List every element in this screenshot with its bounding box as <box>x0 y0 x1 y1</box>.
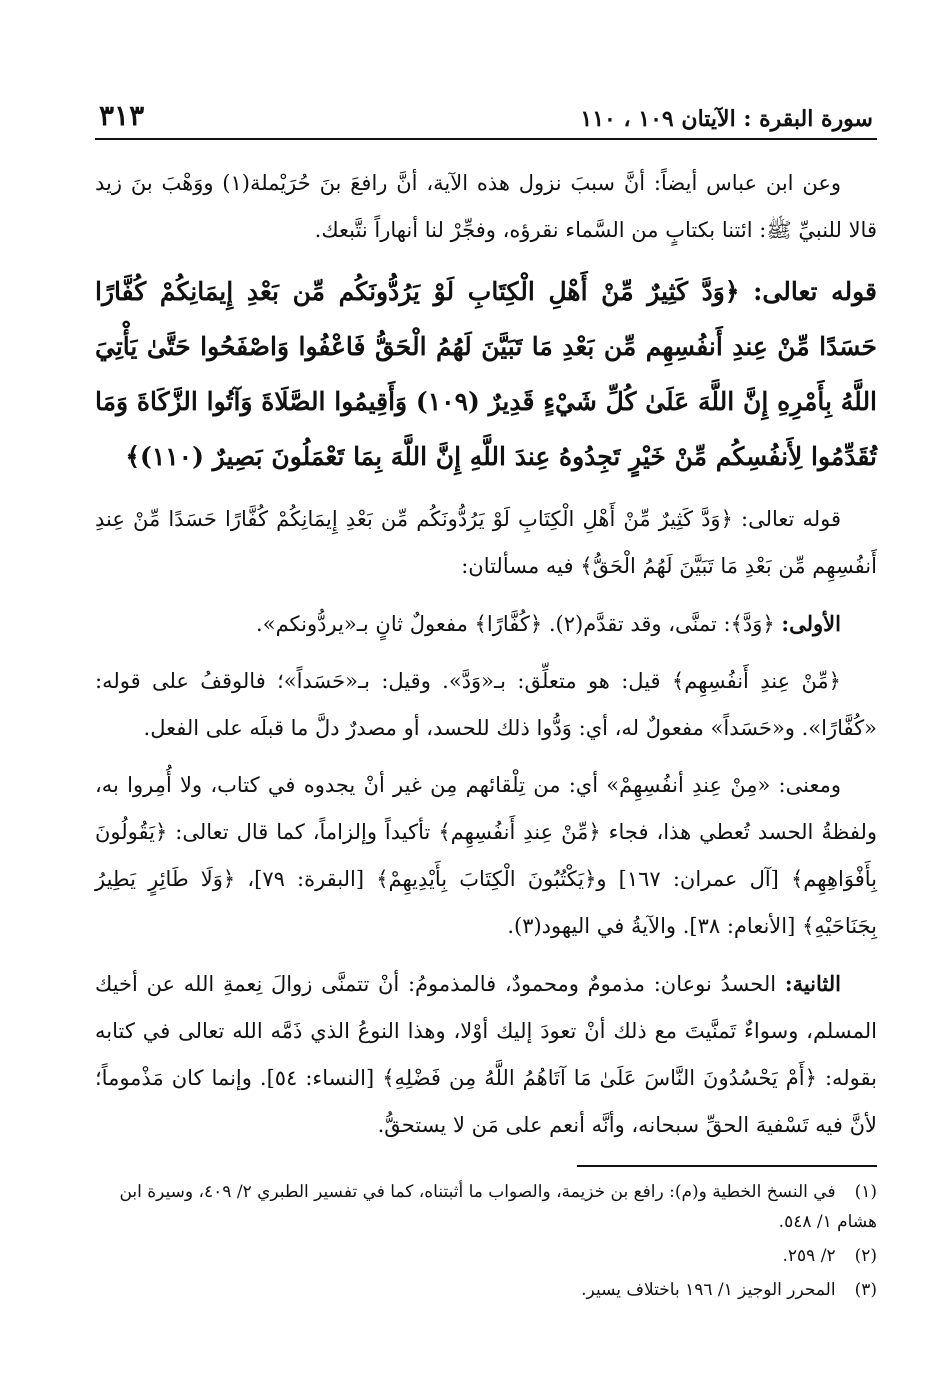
footnote <box>95 1275 877 1305</box>
quran-verse: ﴿وَدَّ كَثِيرٌ مِّنْ أَهْلِ الْكِتَابِ لَوْ يَرُدُّونَكُم مِّن بَعْدِ إِيمَانِكُمْ كُفَّارًا حَسَدًا مِّنْ عِندِ أَنفُسِهِم مِّن بَعْدِ مَا تَبَيَّنَ لَهُمُ الْحَقُّ فَاعْفُوا وَاصْفَحُوا حَتَّىٰ يَأْتِيَ اللَّهُ بِأَمْرِهِ إِنَّ اللَّهَ عَلَىٰ كُلِّ شَيْءٍ قَدِيرٌ (١٠٩) وَأَقِيمُوا الصَّلَاةَ وَآتُوا الزَّكَاةَ وَمَا تُقَدِّمُوا لِأَنفُسِكُم مِّنْ خَيْرٍ تَجِدُوهُ عِندَ اللَّهِ إِنَّ اللَّهَ بِمَا تَعْمَلُونَ بَصِيرٌ (١١٠)﴾ <box>95 277 878 471</box>
verse-lead: قوله تعالى: <box>753 277 877 306</box>
footnote <box>95 1241 877 1271</box>
paragraph-narration: وعن ابن عباس أيضاً: أنَّ سببَ نزول هذه الآية، أنَّ رافعَ بنَ حُرَيْملة(١) ووَهْبَ بنَ زيد قالا للنبيِّ ﷺ: ائتنا بكتابٍ من السَّماء نقرؤه، وفجِّرْ لنا أنهاراً نتَّبعك. <box>95 171 877 242</box>
footnote-divider <box>577 1165 877 1167</box>
second-issue-text: الحسدُ نوعان: مذمومٌ ومحمودٌ، فالمذمومُ: أنْ تتمنَّى زوالَ نِعمةِ الله عن أخيك المسلم، وسواءٌ تَمنَّيتَ مع ذلك أنْ تعودَ إليك أوْلا، وهذا النوعُ الذي ذَمَّه الله تعالى في كتابه بقوله: ﴿أَمْ يَحْسُدُونَ النَّاسَ عَلَىٰ مَا آتَاهُمُ اللَّهُ مِن فَضْلِهِ﴾ [النساء: ٥٤]. وإنما كان مَذْموماً؛ لأنَّ فيه تَسْفيهَ الحقِّ سبحانه، وأنَّه أنعم على مَن لا يستحقُّ. <box>95 972 877 1137</box>
paragraph-second-issue <box>95 960 877 1149</box>
running-header <box>95 90 877 140</box>
second-issue-label: الثانية: <box>784 971 841 996</box>
book-page <box>95 90 877 1360</box>
page-number: ٣١٣ <box>99 99 145 132</box>
footnote-text: في النسخ الخطية و(م): رافع بن خزيمة، والصواب ما أثبتناه، كما في تفسير الطبري ٢/ ٤٠٩، وسيرة ابن هشام ١/ ٥٤٨. <box>119 1182 877 1232</box>
paragraph-commentary-intro <box>95 496 877 590</box>
verse-block <box>95 264 877 484</box>
footnote-mark: (٢) <box>854 1246 877 1266</box>
commentary-lead: قوله تعالى: <box>741 507 841 531</box>
first-issue-label: الأولى: <box>781 611 841 636</box>
footnotes <box>95 1177 877 1305</box>
first-issue-text: ﴿وَدَّ﴾: تمنَّى، وقد تقدَّم(٢). ﴿كُفَّارًا﴾ مفعولٌ ثانٍ بـ«يردُّونكم». <box>256 612 775 636</box>
paragraph-first-issue <box>95 600 877 648</box>
main-text <box>95 160 877 1149</box>
commentary-verse: ﴿وَدَّ كَثِيرٌ مِّنْ أَهْلِ الْكِتَابِ لَوْ يَرُدُّونَكُم مِّن بَعْدِ إِيمَانِكُمْ كُفَّارًا حَسَدًا مِّنْ عِندِ أَنفُسِهِم مِّن بَعْدِ مَا تَبَيَّنَ لَهُمُ الْحَقُّ﴾ فيه مسألتان: <box>95 507 877 578</box>
footnote-mark: (١) <box>854 1182 877 1202</box>
footnote-text: ٢/ ٢٥٩. <box>782 1246 836 1266</box>
footnote-mark: (٣) <box>854 1280 877 1300</box>
footnote <box>95 1177 877 1237</box>
chapter-title: سورة البقرة : الآيتان ١٠٩ ، ١١٠ <box>580 106 873 132</box>
paragraph-grammar: ﴿مِّنْ عِندِ أَنفُسِهِم﴾ قيل: هو متعلِّق: بـ«وَدَّ». وقيل: بـ«حَسَداً»؛ فالوقفُ على قوله: «كُفَّارًا». و«حَسَداً» مفعولٌ له، أي: وَدُّوا ذلك للحسد، أو مصدرٌ دلَّ ما قبلَه على الفعل. <box>95 669 877 740</box>
footnote-text: المحرر الوجيز ١/ ١٩٦ باختلاف يسير. <box>581 1280 836 1300</box>
paragraph-meaning: ومعنى: «مِنْ عِندِ أنفُسِهِمْ» أي: من تِلْقائهم مِن غير أنْ يجدوه في كتاب، ولا أُمِروا به، ولفظةُ الحسد تُعطي هذا، فجاء ﴿مِّنْ عِندِ أَنفُسِهِم﴾ تأكيداً وإلزاماً، كما قال تعالى: ﴿يَقُولُونَ بِأَفْوَاهِهِم﴾ [آل عمران: ١٦٧] و﴿يَكْتُبُونَ الْكِتَابَ بِأَيْدِيهِمْ﴾ [البقرة: ٧٩]، ﴿وَلَا طَائِرٍ يَطِيرُ بِجَنَاحَيْهِ﴾ [الأنعام: ٣٨]. والآيةُ في اليهود(٣). <box>95 773 877 938</box>
